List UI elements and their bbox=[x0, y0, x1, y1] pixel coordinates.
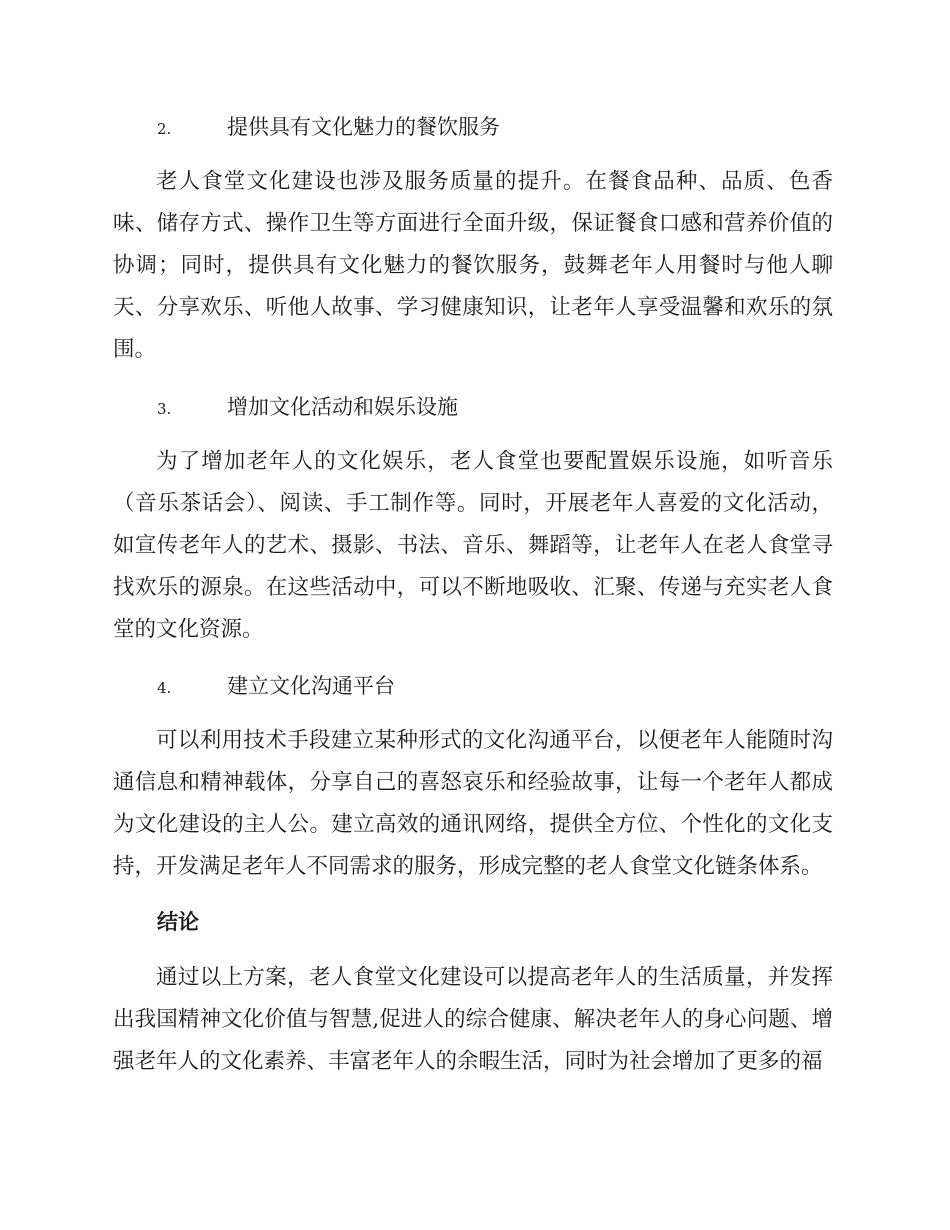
section-number: 3. bbox=[157, 400, 172, 418]
section-heading-4 bbox=[157, 671, 395, 703]
section-heading-text: 提供具有文化魅力的餐饮服务 bbox=[227, 115, 500, 139]
section-number: 4. bbox=[157, 679, 172, 697]
section-heading-2 bbox=[157, 112, 500, 144]
section-paragraph-4: 可以利用技术手段建立某种形式的文化沟通平台，以便老年人能随时沟通信息和精神载体，分享自己的喜怒哀乐和经验故事，让每一个老年人都成为文化建设的主人公。建立高效的通讯网络，提供全方位、个性化的文化支持，开发满足老年人不同需求的服务，形成完整的老人食堂文化链条体系。 bbox=[113, 728, 833, 879]
conclusion-paragraph: 通过以上方案，老人食堂文化建设可以提高老年人的生活质量，并发挥出我国精神文化价值与智慧,促进人的综合健康、解决老年人的身心问题、增强老年人的文化素养、丰富老年人的余暇生活，同时为社会增加了更多的福 bbox=[113, 965, 833, 1074]
section-number: 2. bbox=[157, 120, 172, 138]
section-heading-text: 建立文化沟通平台 bbox=[227, 674, 395, 698]
conclusion-title: 结论 bbox=[157, 910, 199, 934]
section-paragraph-2: 老人食堂文化建设也涉及服务质量的提升。在餐食品种、品质、色香味、储存方式、操作卫生等方面进行全面升级，保证餐食口感和营养价值的协调；同时，提供具有文化魅力的餐饮服务，鼓舞老年人用餐时与他人聊天、分享欢乐、听他人故事、学习健康知识，让老年人享受温馨和欢乐的氛围。 bbox=[113, 169, 833, 362]
section-heading-3 bbox=[157, 392, 458, 424]
section-heading-text: 增加文化活动和娱乐设施 bbox=[227, 395, 458, 419]
section-paragraph-3: 为了增加老年人的文化娱乐，老人食堂也要配置娱乐设施，如听音乐（音乐茶话会）、阅读、手工制作等。同时，开展老年人喜爱的文化活动，如宣传老年人的艺术、摄影、书法、音乐、舞蹈等，让老年人在老人食堂寻找欢乐的源泉。在这些活动中，可以不断地吸收、汇聚、传递与充实老人食堂的文化资源。 bbox=[113, 449, 833, 642]
